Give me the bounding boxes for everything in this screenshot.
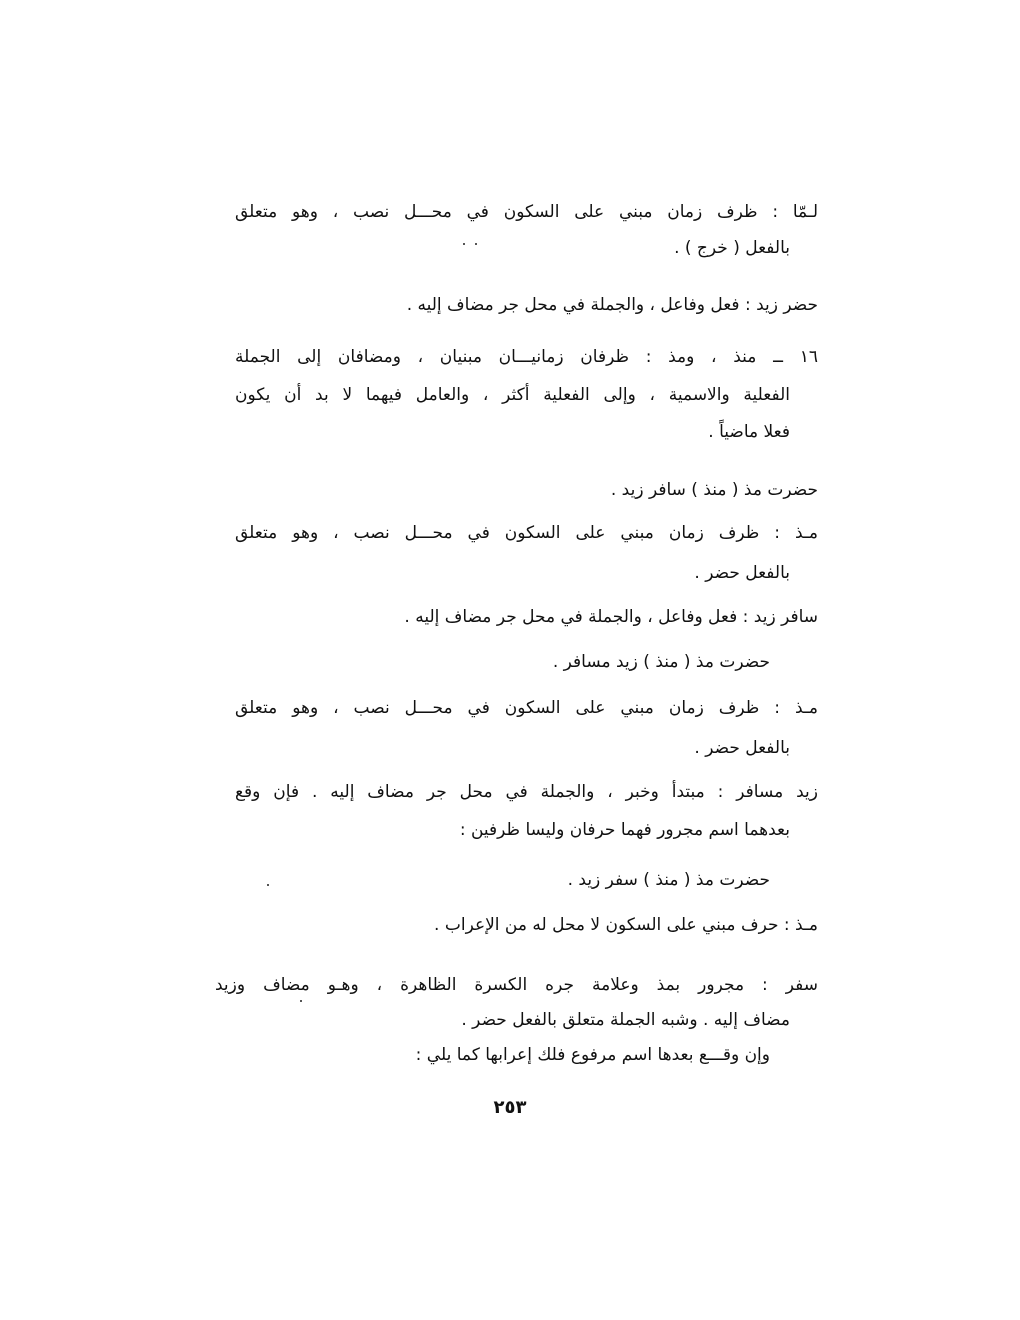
text-line: بالفعل حضر .	[694, 563, 790, 583]
scan-speck	[475, 243, 477, 245]
text-line: مـذ : ظرف زمان مبني على السكون في محـــل نصب ، وهو متعلق	[235, 698, 818, 718]
text-line: الفعلية والاسمية ، وإلى الفعلية أكثر ، والعامل فيهما لا بد أن يكون	[235, 385, 790, 405]
scan-speck	[267, 884, 269, 886]
text-line: مـذ : حرف مبني على السكون لا محل له من الإعراب .	[434, 915, 818, 935]
text-line: لـمّا : ظرف زمان مبني على السكون في محـــل نصب ، وهو متعلق	[235, 202, 818, 222]
text-line: ١٦ ــ منذ ، ومذ : ظرفان زمانيـــان مبنيان ، ومضافان إلى الجملة	[235, 347, 818, 367]
text-line: سفر : مجرور بمذ وعلامة جره الكسرة الظاهرة ، وهـو مضاف وزيد	[215, 975, 818, 995]
scan-speck	[463, 243, 465, 245]
page-number: ٢٥٣	[493, 1097, 527, 1118]
scan-speck	[300, 1000, 302, 1002]
text-line: فعلا ماضياً .	[708, 422, 790, 442]
text-line: بعدهما اسم مجرور فهما حرفان وليسا ظرفين :	[459, 820, 790, 840]
text-line: بالفعل حضر .	[694, 738, 790, 758]
text-line: حضرت مذ ( منذ ) زيد مسافر .	[552, 652, 770, 672]
text-line: سافر زيد : فعل وفاعل ، والجملة في محل جر مضاف إليه .	[404, 607, 818, 627]
text-line: حضرت مذ ( منذ ) سافر زيد .	[610, 480, 818, 500]
text-line: حضر زيد : فعل وفاعل ، والجملة في محل جر مضاف إليه .	[406, 295, 818, 315]
text-line: حضرت مذ ( منذ ) سفر زيد .	[567, 870, 770, 890]
text-line: بالفعل ( خرج ) .	[674, 238, 790, 258]
text-line: مـذ : ظرف زمان مبني على السكون في محـــل نصب ، وهو متعلق	[235, 523, 818, 543]
text-line: زيد مسافر : مبتدأ وخبر ، والجملة في محل جر مضاف إليه . فإن وقع	[235, 782, 818, 802]
text-line: وإن وقـــع بعدها اسم مرفوع فلك إعرابها كما يلي :	[415, 1045, 770, 1065]
text-line: مضاف إليه . وشبه الجملة متعلق بالفعل حضر .	[461, 1010, 790, 1030]
